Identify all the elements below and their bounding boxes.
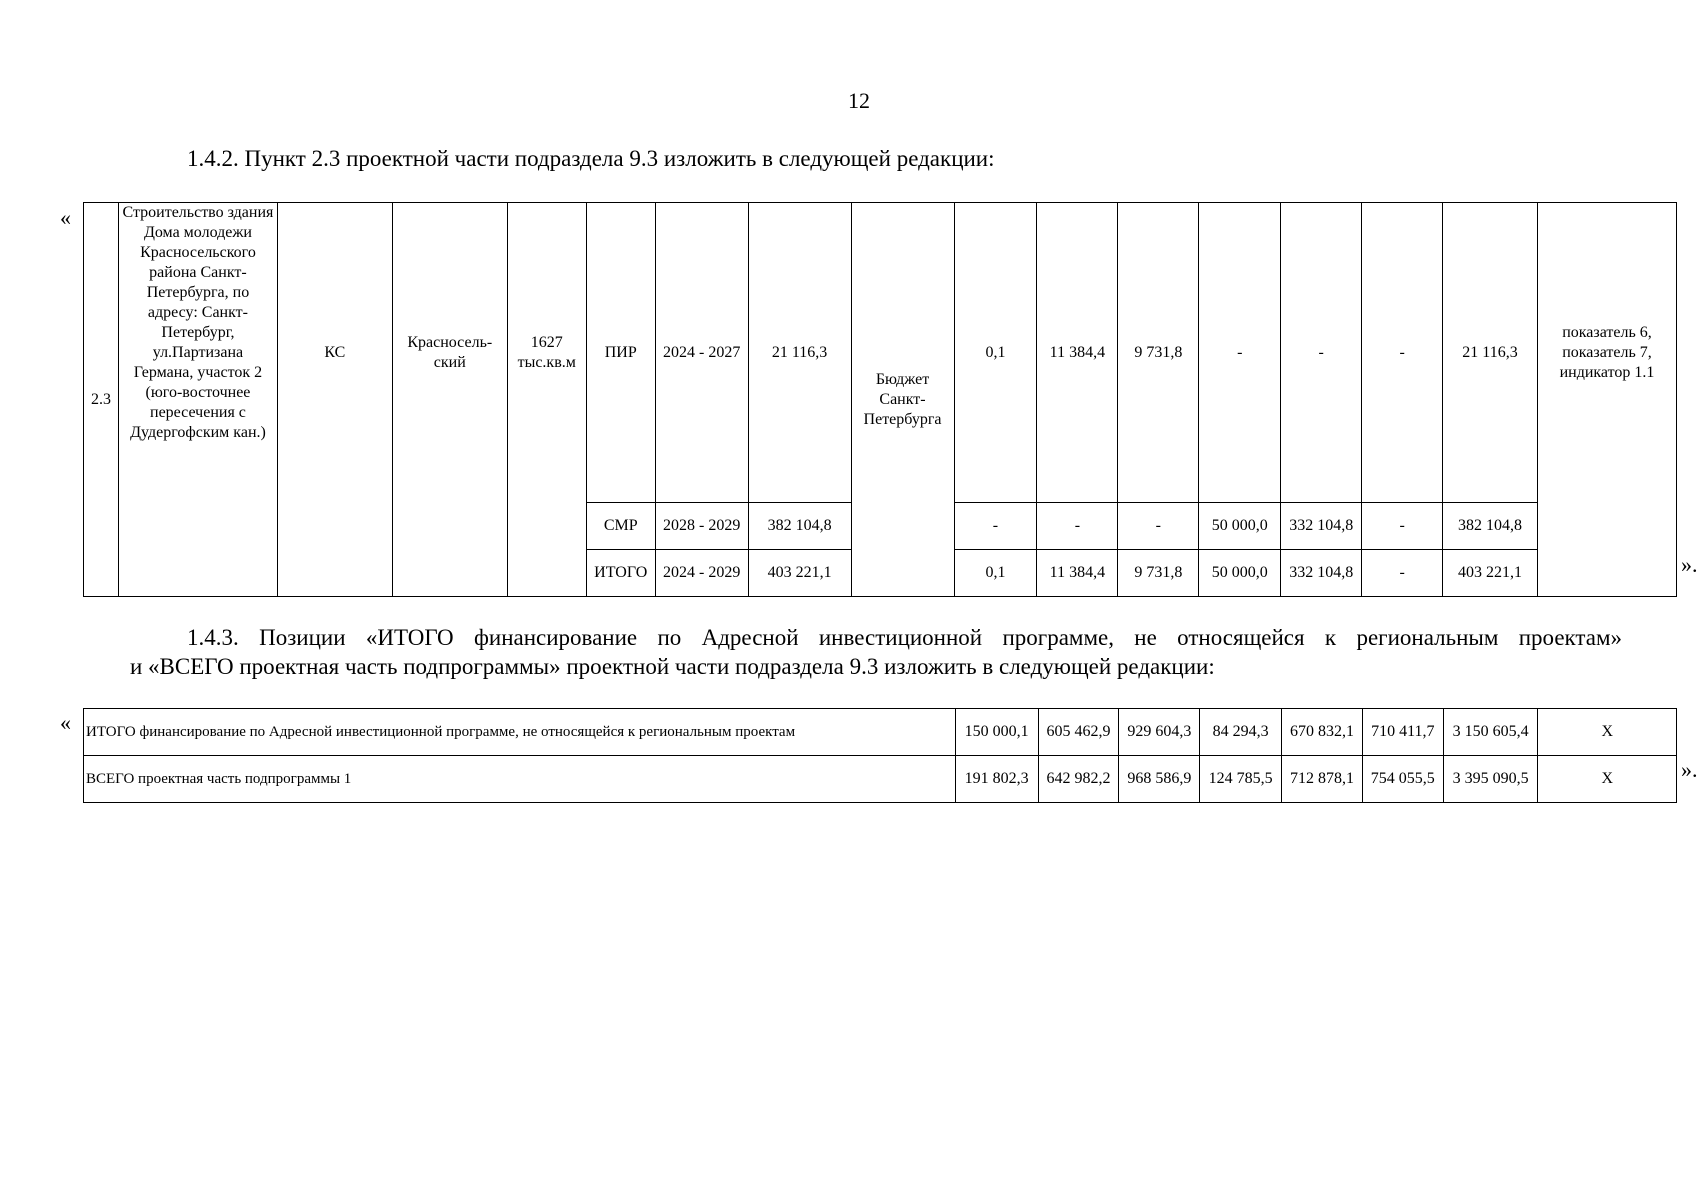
item-district: Красносель-ский bbox=[392, 203, 507, 503]
empty-cell bbox=[277, 550, 392, 597]
cost-cell: 403 221,1 bbox=[748, 550, 851, 597]
totals-row bbox=[84, 709, 1677, 756]
total-cell: 3 150 605,4 bbox=[1443, 709, 1538, 756]
total-cell: 382 104,8 bbox=[1443, 503, 1538, 550]
value-cell: - bbox=[1281, 203, 1362, 503]
period-cell: 2028 - 2029 bbox=[655, 503, 748, 550]
value-cell: - bbox=[1118, 503, 1199, 550]
cost-cell: 382 104,8 bbox=[748, 503, 851, 550]
value-cell: - bbox=[1362, 203, 1443, 503]
empty-cell bbox=[118, 503, 277, 550]
empty-cell bbox=[277, 503, 392, 550]
funding-source: Бюджет Санкт-Петербурга bbox=[851, 203, 954, 597]
quote-close-2: ». bbox=[1681, 757, 1698, 782]
value-cell: 0,1 bbox=[954, 203, 1037, 503]
totals-label: ИТОГО финансирование по Адресной инвестиционной программе, не относящейся к региональным проектам bbox=[84, 709, 956, 756]
totals-table bbox=[83, 708, 1677, 803]
paragraph-1-4-3-line-1: 1.4.3. Позиции «ИТОГО финансирование по Адресной инвестиционной программе, не относящейся к региональным проектам» bbox=[187, 625, 1622, 650]
value-cell: 124 785,5 bbox=[1200, 756, 1282, 803]
value-cell: 710 411,7 bbox=[1362, 709, 1443, 756]
value-cell: 929 604,3 bbox=[1119, 709, 1200, 756]
value-cell: 332 104,8 bbox=[1281, 550, 1362, 597]
value-cell: 11 384,4 bbox=[1037, 203, 1118, 503]
total-cell: 21 116,3 bbox=[1443, 203, 1538, 503]
value-cell: - bbox=[1199, 203, 1281, 503]
value-cell: - bbox=[954, 503, 1037, 550]
empty-cell bbox=[118, 550, 277, 597]
value-cell: 50 000,0 bbox=[1199, 503, 1281, 550]
quote-open-2: « bbox=[60, 710, 71, 735]
empty-cell bbox=[392, 503, 507, 550]
stage-cell: ПИР bbox=[586, 203, 655, 503]
empty-cell bbox=[507, 503, 586, 550]
value-cell: 11 384,4 bbox=[1037, 550, 1118, 597]
mark-cell: Х bbox=[1538, 709, 1677, 756]
period-cell: 2024 - 2029 bbox=[655, 550, 748, 597]
value-cell: 9 731,8 bbox=[1118, 203, 1199, 503]
stage-cell: ИТОГО bbox=[586, 550, 655, 597]
value-cell: 50 000,0 bbox=[1199, 550, 1281, 597]
value-cell: 84 294,3 bbox=[1200, 709, 1282, 756]
value-cell: - bbox=[1362, 503, 1443, 550]
paragraph-1-4-2: 1.4.2. Пункт 2.3 проектной части подраздела 9.3 изложить в следующей редакции: bbox=[187, 146, 995, 171]
value-cell: 191 802,3 bbox=[955, 756, 1038, 803]
paragraph-1-4-3-line-2: и «ВСЕГО проектная часть подпрограммы» проектной части подраздела 9.3 изложить в следующей редакции: bbox=[130, 654, 1215, 679]
value-cell: - bbox=[1037, 503, 1118, 550]
value-cell: 642 982,2 bbox=[1038, 756, 1119, 803]
value-cell: 332 104,8 bbox=[1281, 503, 1362, 550]
value-cell: 605 462,9 bbox=[1038, 709, 1119, 756]
quote-close-1: ». bbox=[1681, 552, 1698, 577]
empty-cell bbox=[1537, 503, 1676, 550]
value-cell: 150 000,1 bbox=[955, 709, 1038, 756]
empty-cell bbox=[1537, 550, 1676, 597]
quote-open-1: « bbox=[60, 205, 71, 230]
item-code: КС bbox=[277, 203, 392, 503]
item-indicators: показатель 6, показатель 7, индикатор 1.1 bbox=[1537, 203, 1676, 503]
totals-label: ВСЕГО проектная часть подпрограммы 1 bbox=[84, 756, 956, 803]
mark-cell: Х bbox=[1538, 756, 1677, 803]
totals-row bbox=[84, 756, 1677, 803]
paragraph-1-4-3 bbox=[130, 623, 1622, 681]
value-cell: - bbox=[1362, 550, 1443, 597]
total-cell: 3 395 090,5 bbox=[1443, 756, 1538, 803]
item-capacity: 1627 тыс.кв.м bbox=[507, 203, 586, 503]
page-number: 12 bbox=[848, 88, 870, 113]
period-cell: 2024 - 2027 bbox=[655, 203, 748, 503]
cost-cell: 21 116,3 bbox=[748, 203, 851, 503]
item-number: 2.3 bbox=[84, 203, 119, 597]
item-name: Строительство здания Дома молодежи Красносельского района Санкт-Петербурга, по адресу: Санкт-Петербург, ул.Партизана Германа, участок 2 (юго-восточнее пересечения с Дудергофским кан.) bbox=[118, 203, 277, 503]
value-cell: 0,1 bbox=[954, 550, 1037, 597]
value-cell: 712 878,1 bbox=[1282, 756, 1363, 803]
item-2-3-table bbox=[83, 202, 1677, 597]
value-cell: 968 586,9 bbox=[1119, 756, 1200, 803]
value-cell: 670 832,1 bbox=[1282, 709, 1363, 756]
total-cell: 403 221,1 bbox=[1443, 550, 1538, 597]
stage-cell: СМР bbox=[586, 503, 655, 550]
value-cell: 754 055,5 bbox=[1362, 756, 1443, 803]
empty-cell bbox=[392, 550, 507, 597]
empty-cell bbox=[507, 550, 586, 597]
value-cell: 9 731,8 bbox=[1118, 550, 1199, 597]
